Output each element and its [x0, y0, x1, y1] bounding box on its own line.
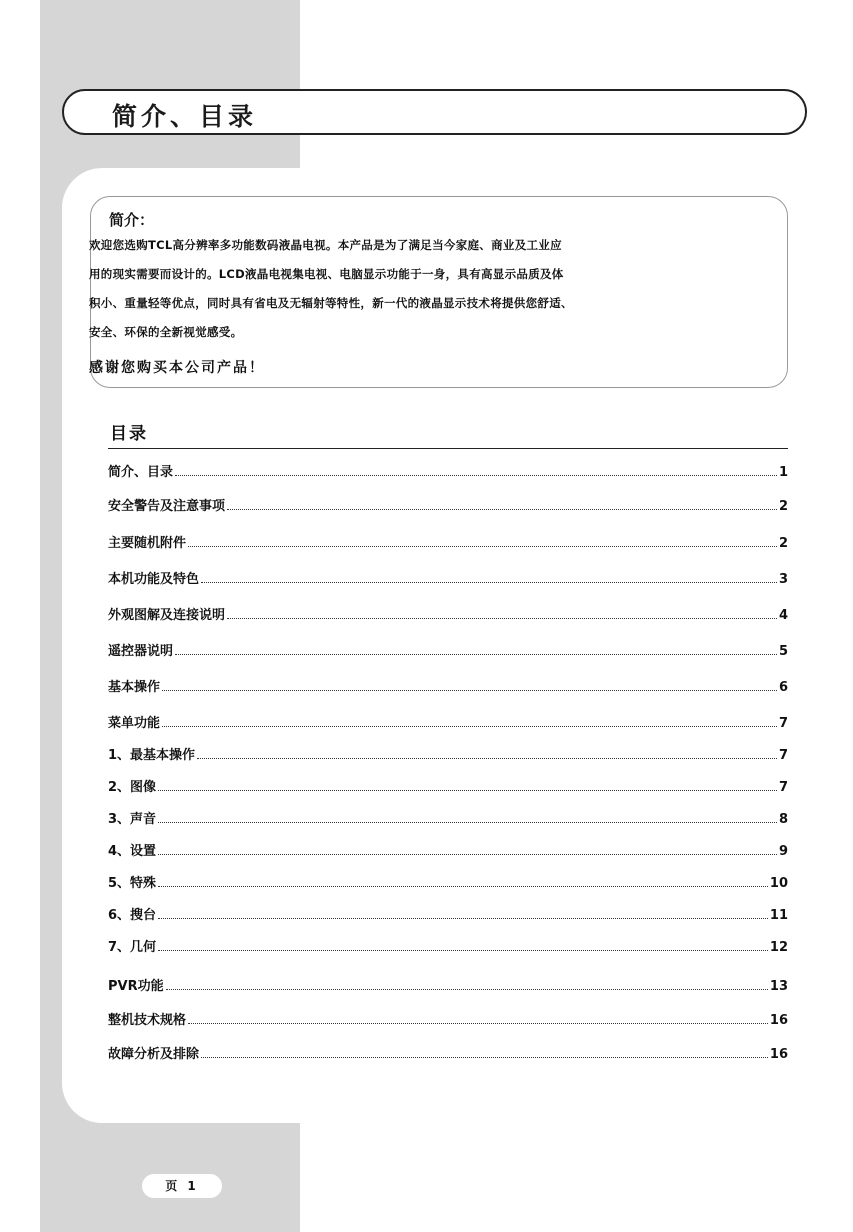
toc-page-number: 5	[778, 644, 788, 659]
toc-row[interactable]	[108, 637, 788, 659]
toc-page-number: 2	[778, 536, 788, 551]
toc-row[interactable]	[108, 773, 788, 795]
toc-row[interactable]	[108, 565, 788, 587]
intro-thanks: 感谢您购买本公司产品！	[89, 360, 265, 376]
toc-divider	[108, 448, 788, 449]
toc-label: 安全警告及注意事项	[108, 499, 226, 514]
intro-heading: 简介：	[109, 211, 155, 229]
toc-label: 外观图解及连接说明	[108, 608, 226, 623]
toc-row[interactable]	[108, 673, 788, 695]
toc-page-number: 2	[778, 499, 788, 514]
toc-label: 6、搜台	[108, 908, 157, 923]
toc-row[interactable]	[108, 837, 788, 859]
intro-line: 欢迎您选购TCL高分辨率多功能数码液晶电视。本产品是为了满足当今家庭、商业及工业应	[89, 238, 562, 252]
toc-page-number: 4	[778, 608, 788, 623]
toc-dot-leader	[158, 822, 777, 823]
intro-line: 安全、环保的全新视觉感受。	[89, 325, 243, 339]
toc-row[interactable]	[108, 869, 788, 891]
toc-row[interactable]	[108, 709, 788, 731]
toc-label: 遥控器说明	[108, 644, 174, 659]
toc-page-number: 12	[769, 940, 788, 955]
toc-page-number: 16	[769, 1013, 788, 1028]
toc-page-number: 7	[778, 780, 788, 795]
toc-dot-leader	[201, 1057, 768, 1058]
page-number-badge: 页 1	[142, 1174, 222, 1198]
toc-row[interactable]	[108, 741, 788, 763]
toc-row[interactable]	[108, 1006, 788, 1028]
toc-page-number: 7	[778, 716, 788, 731]
toc-label: 2、图像	[108, 780, 157, 795]
toc-dot-leader	[197, 758, 777, 759]
toc-dot-leader	[162, 726, 777, 727]
toc-row[interactable]	[108, 601, 788, 623]
toc-page-number: 13	[769, 979, 788, 994]
page-title: 简介、目录	[112, 102, 258, 131]
toc-label: 1、最基本操作	[108, 748, 196, 763]
toc-dot-leader	[227, 618, 777, 619]
toc-page-number: 16	[769, 1047, 788, 1062]
toc-row[interactable]	[108, 933, 788, 955]
toc-label: 简介、目录	[108, 465, 174, 480]
toc-page-number: 3	[778, 572, 788, 587]
toc-row[interactable]	[108, 458, 788, 480]
toc-page-number: 6	[778, 680, 788, 695]
toc-page-number: 10	[769, 876, 788, 891]
toc-page-number: 9	[778, 844, 788, 859]
toc-row[interactable]	[108, 1040, 788, 1062]
toc-label: 4、设置	[108, 844, 157, 859]
toc-dot-leader	[158, 950, 768, 951]
toc-row[interactable]	[108, 805, 788, 827]
toc-dot-leader	[188, 546, 777, 547]
intro-line: 积小、重量轻等优点，同时具有省电及无辐射等特性，新一代的液晶显示技术将提供您舒适、	[89, 296, 573, 310]
toc-row[interactable]	[108, 972, 788, 994]
toc-label: 故障分析及排除	[108, 1047, 200, 1062]
intro-line: 用的现实需要而设计的。LCD液晶电视集电视、电脑显示功能于一身，具有高显示品质及体	[89, 267, 564, 281]
toc-dot-leader	[166, 989, 768, 990]
toc-label: 基本操作	[108, 680, 161, 695]
toc-heading: 目录	[110, 424, 148, 444]
toc-dot-leader	[158, 790, 777, 791]
toc-label: 菜单功能	[108, 716, 161, 731]
toc-row[interactable]	[108, 529, 788, 551]
toc-dot-leader	[227, 509, 777, 510]
toc-label: 5、特殊	[108, 876, 157, 891]
toc-label: 本机功能及特色	[108, 572, 200, 587]
toc-page-number: 7	[778, 748, 788, 763]
toc-page-number: 8	[778, 812, 788, 827]
toc-dot-leader	[201, 582, 777, 583]
toc-label: 整机技术规格	[108, 1013, 187, 1028]
toc-label: 主要随机附件	[108, 536, 187, 551]
toc-dot-leader	[188, 1023, 768, 1024]
toc-label: 3、声音	[108, 812, 157, 827]
toc-row[interactable]	[108, 901, 788, 923]
intro-box	[90, 196, 788, 388]
toc-page-number: 11	[769, 908, 788, 923]
toc-dot-leader	[158, 918, 768, 919]
toc-page-number: 1	[778, 465, 788, 480]
toc-row[interactable]	[108, 492, 788, 514]
toc-dot-leader	[175, 475, 777, 476]
toc-label: 7、几何	[108, 940, 157, 955]
toc-dot-leader	[158, 854, 777, 855]
toc-dot-leader	[162, 690, 777, 691]
toc-dot-leader	[175, 654, 777, 655]
toc-label: PVR功能	[108, 979, 164, 994]
title-bar	[62, 89, 807, 135]
toc-dot-leader	[158, 886, 768, 887]
